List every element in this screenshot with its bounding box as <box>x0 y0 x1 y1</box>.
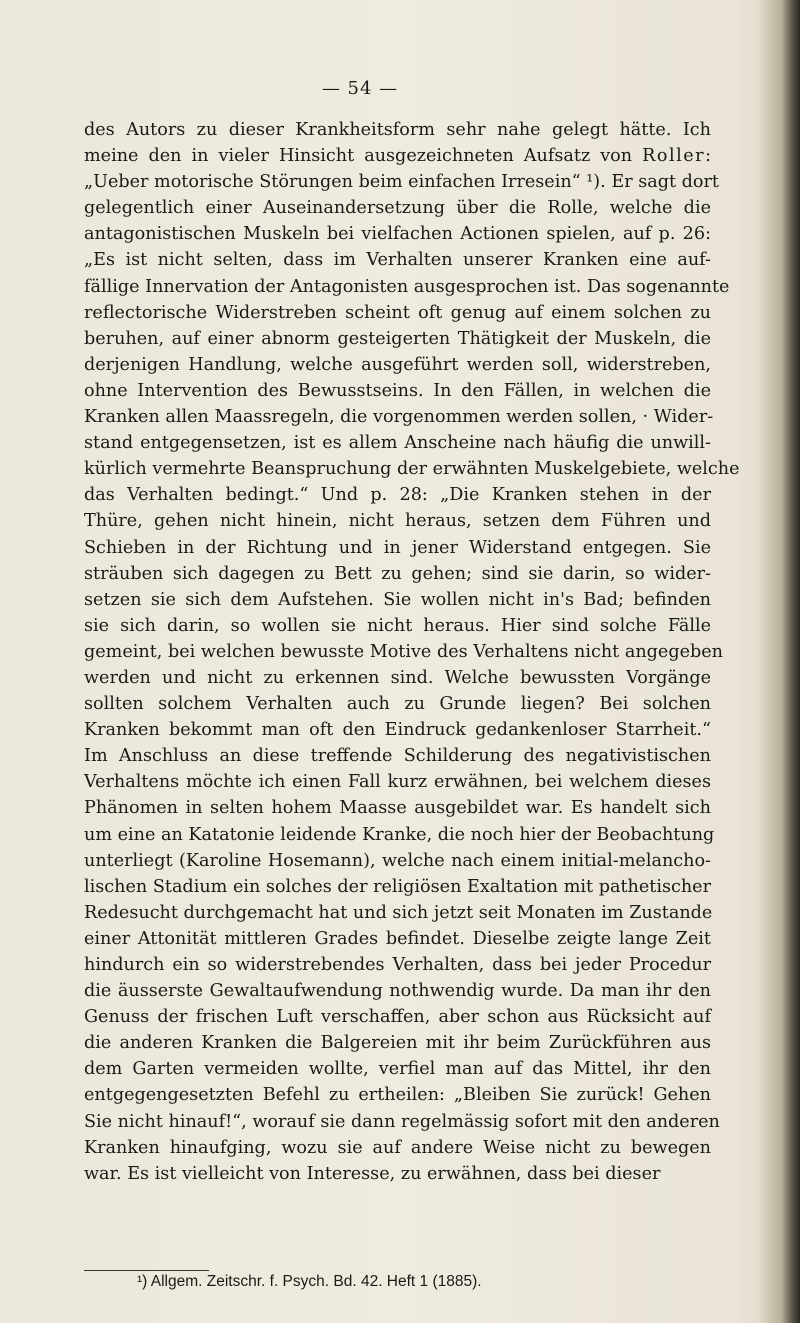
text-line: derjenigen Handlung, welche ausgeführt werden soll, widerstreben, <box>84 354 711 375</box>
text-line: meine den in vieler Hinsicht ausgezeichneten Aufsatz von Roller: <box>84 146 711 167</box>
footnote: ¹) Allgem. Zeitschr. f. Psych. Bd. 42. Heft 1 (1885). <box>137 1273 482 1290</box>
text-line: die äusserste Gewaltaufwendung nothwendig wurde. Da man ihr den <box>84 981 711 1002</box>
text-line: das Verhalten bedingt.“ Und p. 28: „Die Kranken stehen in der <box>84 485 711 506</box>
text-line: Verhaltens möchte ich einen Fall kurz erwähnen, bei welchem dieses <box>84 772 711 793</box>
text-line: werden und nicht zu erkennen sind. Welche bewussten Vorgänge <box>84 667 711 688</box>
footnote-rule <box>84 1270 209 1271</box>
text-line: gemeint, bei welchen bewusste Motive des Verhaltens nicht angegeben <box>84 641 724 662</box>
text-line: sie sich darin, so wollen sie nicht heraus. Hier sind solche Fälle <box>84 615 711 636</box>
text-line: um eine an Katatonie leidende Kranke, die noch hier der Beobachtung <box>84 824 715 845</box>
text-line: reflectorische Widerstreben scheint oft genug auf einem solchen zu <box>84 302 711 323</box>
text-line: stand entgegensetzen, ist es allem Anscheine nach häufig die unwill- <box>84 433 711 454</box>
text-line: Phänomen in selten hohem Maasse ausgebildet war. Es handelt sich <box>84 798 711 819</box>
text-line: Kranken allen Maassregeln, die vorgenommen werden sollen, · Wider- <box>84 407 714 428</box>
text-line: setzen sie sich dem Aufstehen. Sie wollen nicht in's Bad; befinden <box>84 589 711 610</box>
text-line: Genuss der frischen Luft verschaffen, aber schon aus Rücksicht auf <box>84 1007 711 1028</box>
text-line: antagonistischen Muskeln bei vielfachen Actionen spielen, auf p. 26: <box>84 224 711 245</box>
text-line: einer Attonität mittleren Grades befindet. Dieselbe zeigte lange Zeit <box>84 928 711 949</box>
text-line: sträuben sich dagegen zu Bett zu gehen; sind sie darin, so wider- <box>84 563 711 584</box>
text-line: dem Garten vermeiden wollte, verfiel man auf das Mittel, ihr den <box>84 1059 711 1080</box>
text-line: hindurch ein so widerstrebendes Verhalten, dass bei jeder Procedur <box>84 955 711 975</box>
text-line: Redesucht durchgemacht hat und sich jetzt seit Monaten im Zustande <box>84 902 713 923</box>
text-line: entgegengesetzten Befehl zu ertheilen: „Bleiben Sie zurück! Gehen <box>84 1085 711 1106</box>
page-number: — 54 — <box>321 78 399 99</box>
text-line: „Ueber motorische Störungen beim einfachen Irresein“ ¹). Er sagt dort <box>84 172 719 193</box>
author-name: Roller <box>642 146 706 167</box>
text-line: Kranken hinaufging, wozu sie auf andere Weise nicht zu bewegen <box>84 1137 711 1158</box>
text-line: Schieben in der Richtung und in jener Widerstand entgegen. Sie <box>84 537 711 558</box>
text-line: ohne Intervention des Bewusstseins. In den Fällen, in welchen die <box>84 380 711 401</box>
text-line: Kranken bekommt man oft den Eindruck gedankenloser Starrheit.“ <box>84 720 711 741</box>
text-line: des Autors zu dieser Krankheitsform sehr nahe gelegt hätte. Ich <box>84 120 711 140</box>
text-line: Sie nicht hinauf!“, worauf sie dann regelmässig sofort mit den anderen <box>84 1111 720 1132</box>
text-line: beruhen, auf einer abnorm gesteigerten Thätigkeit der Muskeln, die <box>84 328 711 349</box>
text-line: unterliegt (Karoline Hosemann), welche nach einem initial-melancho- <box>84 850 711 871</box>
text-line: „Es ist nicht selten, dass im Verhalten unserer Kranken eine auf- <box>84 250 711 271</box>
text-line: lischen Stadium ein solches der religiösen Exaltation mit pathetischer <box>84 876 711 897</box>
text-line: Thüre, gehen nicht hinein, nicht heraus, setzen dem Führen und <box>84 511 711 532</box>
text-line: sollten solchem Verhalten auch zu Grunde liegen? Bei solchen <box>84 694 711 715</box>
text-line: gelegentlich einer Auseinandersetzung über die Rolle, welche die <box>84 198 711 219</box>
text-line: kürlich vermehrte Beanspruchung der erwähnten Muskelgebiete, welche <box>84 459 740 480</box>
text-line: Im Anschluss an diese treffende Schilderung des negativistischen <box>84 746 711 767</box>
text-line: die anderen Kranken die Balgereien mit ihr beim Zurückführen aus <box>84 1033 711 1054</box>
text-line: fällige Innervation der Antagonisten ausgesprochen ist. Das sogenannte <box>84 276 730 297</box>
page-edge-shadow <box>758 0 800 1323</box>
text-line: war. Es ist vielleicht von Interesse, zu erwähnen, dass bei dieser <box>84 1163 661 1184</box>
body-text <box>84 117 740 1187</box>
